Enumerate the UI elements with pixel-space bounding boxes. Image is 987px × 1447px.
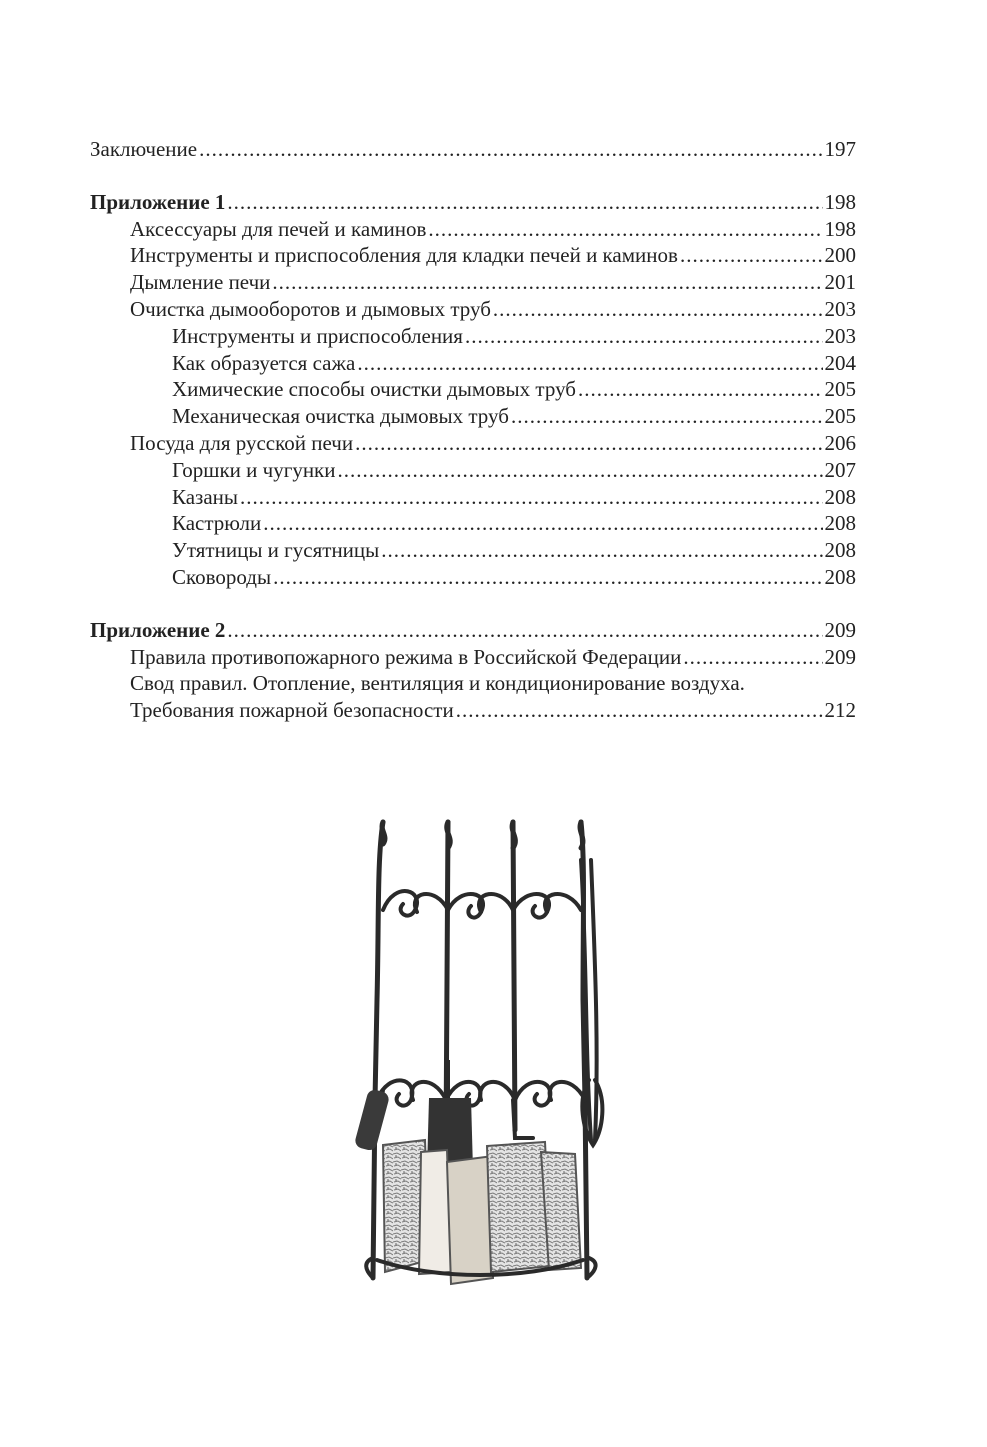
- toc-entry-page: 208: [824, 538, 856, 563]
- toc-entry-page: 198: [824, 189, 856, 214]
- toc-entry-page: 207: [824, 457, 856, 482]
- dot-leader: [355, 430, 822, 457]
- toc-entry[interactable]: [90, 242, 856, 269]
- dot-leader: [493, 296, 823, 323]
- toc-entry-title: Требования пожарной безопасности: [130, 698, 454, 723]
- toc-entry-page: 203: [824, 323, 856, 348]
- toc-entry-page: 209: [824, 617, 856, 642]
- toc-entry-title: Как образуется сажа: [172, 350, 356, 375]
- dot-leader: [227, 617, 822, 644]
- dot-leader: [456, 697, 823, 724]
- toc-entry[interactable]: [90, 484, 856, 511]
- dot-leader: [381, 537, 822, 564]
- toc-entry[interactable]: [90, 697, 856, 724]
- toc-entry-title: Правила противопожарного режима в Российской Федерации: [130, 644, 682, 669]
- toc-entry-page: 201: [824, 270, 856, 295]
- toc-entry-title: Приложение 2: [90, 617, 226, 642]
- dot-leader: [263, 510, 822, 537]
- toc-entry-title: Сковороды: [172, 564, 272, 589]
- toc-entry-conclusion[interactable]: [90, 136, 856, 163]
- dot-leader: [465, 323, 823, 350]
- toc-entry[interactable]: [90, 564, 856, 591]
- dot-leader: [428, 216, 822, 243]
- toc-entry-title: Свод правил. Отопление, вентиляция и кондиционирование воздуха.: [130, 671, 745, 696]
- toc-entry-title: Заключение: [90, 137, 198, 161]
- toc-entry-appendix-2[interactable]: [90, 617, 856, 644]
- toc-entry-page: 208: [824, 511, 856, 536]
- toc-entry-page: 198: [824, 216, 856, 241]
- toc-entry-page: 200: [824, 243, 856, 268]
- dot-leader: [511, 403, 823, 430]
- toc-entry[interactable]: [90, 216, 856, 243]
- toc-entry-title: Казаны: [172, 484, 239, 509]
- toc-entry-page: 209: [824, 644, 856, 669]
- toc-entry-title: Горшки и чугунки: [172, 457, 336, 482]
- toc-entry-title: Приложение 1: [90, 189, 226, 214]
- toc-entry-page: 204: [824, 350, 856, 375]
- toc-entry-title: Химические способы очистки дымовых труб: [172, 377, 576, 402]
- toc-entry-appendix-1[interactable]: [90, 189, 856, 216]
- dot-leader: [240, 484, 822, 511]
- toc-entry-title: Посуда для русской печи: [130, 430, 354, 455]
- toc-entry-page: 203: [824, 296, 856, 321]
- toc-entry[interactable]: [90, 430, 856, 457]
- toc-entry-title: Дымление печи: [130, 270, 271, 295]
- toc-entry-line[interactable]: [90, 670, 856, 697]
- dot-leader: [273, 564, 822, 591]
- dot-leader: [227, 189, 822, 216]
- toc-entry[interactable]: [90, 296, 856, 323]
- toc-entry-page: 197: [824, 137, 856, 161]
- dot-leader: [272, 269, 822, 296]
- toc-entry-page: 206: [824, 430, 856, 455]
- table-of-contents: [90, 136, 856, 724]
- toc-entry-page: 205: [824, 377, 856, 402]
- toc-entry[interactable]: [90, 537, 856, 564]
- toc-entry-page: 208: [824, 484, 856, 509]
- dot-leader: [683, 644, 822, 671]
- toc-entry[interactable]: [90, 323, 856, 350]
- toc-entry-title: Инструменты и приспособления для кладки печей и каминов: [130, 243, 678, 268]
- dot-leader: [680, 242, 823, 269]
- toc-entry[interactable]: [90, 403, 856, 430]
- toc-entry-page: 205: [824, 404, 856, 429]
- dot-leader: [578, 376, 823, 403]
- toc-entry-title: Механическая очистка дымовых труб: [172, 404, 509, 429]
- toc-entry[interactable]: [90, 376, 856, 403]
- toc-entry-page: 212: [824, 698, 856, 723]
- toc-entry[interactable]: [90, 644, 856, 671]
- toc-entry[interactable]: [90, 269, 856, 296]
- dot-leader: [338, 457, 823, 484]
- toc-entry-title: Инструменты и приспособления: [172, 323, 463, 348]
- dot-leader: [199, 136, 822, 163]
- toc-entry[interactable]: [90, 350, 856, 377]
- toc-entry-page: 208: [824, 564, 856, 589]
- toc-entry-title: Кастрюли: [172, 511, 262, 536]
- fireplace-tool-set-with-firewood-icon: [265, 800, 665, 1300]
- toc-entry[interactable]: [90, 510, 856, 537]
- toc-entry-title: Очистка дымооборотов и дымовых труб: [130, 296, 491, 321]
- toc-entry-title: Аксессуары для печей и каминов: [130, 216, 427, 241]
- toc-entry-title: Утятницы и гусятницы: [172, 538, 380, 563]
- dot-leader: [357, 350, 822, 377]
- fireplace-tool-set-illustration: [265, 800, 665, 1300]
- toc-entry[interactable]: [90, 457, 856, 484]
